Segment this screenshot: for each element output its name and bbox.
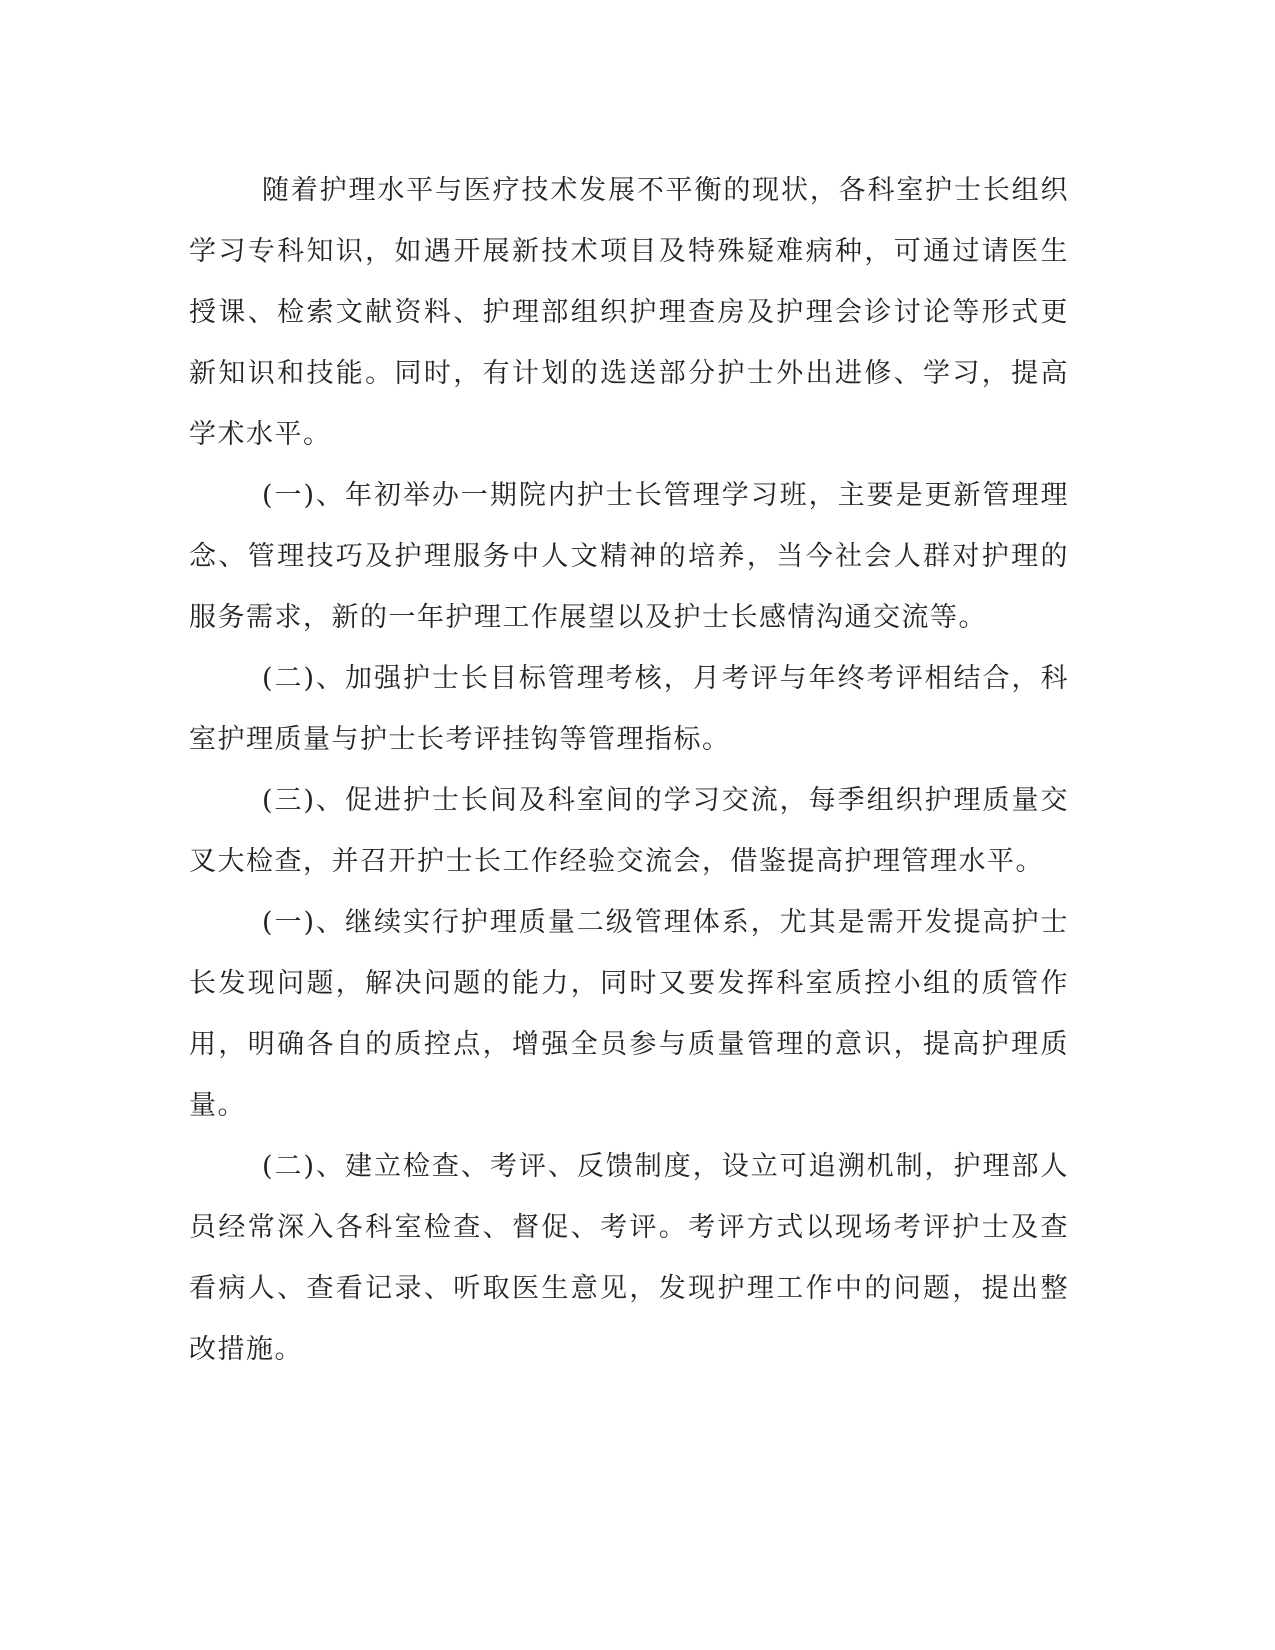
paragraph-item-3: (三)、促进护士长间及科室间的学习交流，每季组织护理质量交叉大检查，并召开护士长工作经验交流会，借鉴提高护理管理水平。 xyxy=(189,785,1069,877)
document-body xyxy=(189,160,1069,1380)
paragraph-item-1: (一)、年初举办一期院内护士长管理学习班，主要是更新管理理念、管理技巧及护理服务中人文精神的培养，当今社会人群对护理的服务需求，新的一年护理工作展望以及护士长感情沟通交流等。 xyxy=(189,480,1069,633)
paragraph-item-5: (二)、建立检查、考评、反馈制度，设立可追溯机制，护理部人员经常深入各科室检查、督促、考评。考评方式以现场考评护士及查看病人、查看记录、听取医生意见，发现护理工作中的问题，提出整改措施。 xyxy=(189,1151,1069,1365)
paragraph-intro: 随着护理水平与医疗技术发展不平衡的现状，各科室护士长组织学习专科知识，如遇开展新技术项目及特殊疑难病种，可通过请医生授课、检索文献资料、护理部组织护理查房及护理会诊讨论等形式更新知识和技能。同时，有计划的选送部分护士外出进修、学习，提高学术水平。 xyxy=(189,175,1069,450)
paragraph-item-2: (二)、加强护士长目标管理考核，月考评与年终考评相结合，科室护理质量与护士长考评挂钩等管理指标。 xyxy=(189,663,1069,755)
paragraph-item-4: (一)、继续实行护理质量二级管理体系，尤其是需开发提高护士长发现问题，解决问题的能力，同时又要发挥科室质控小组的质管作用，明确各自的质控点，增强全员参与质量管理的意识，提高护理质量。 xyxy=(189,907,1069,1121)
